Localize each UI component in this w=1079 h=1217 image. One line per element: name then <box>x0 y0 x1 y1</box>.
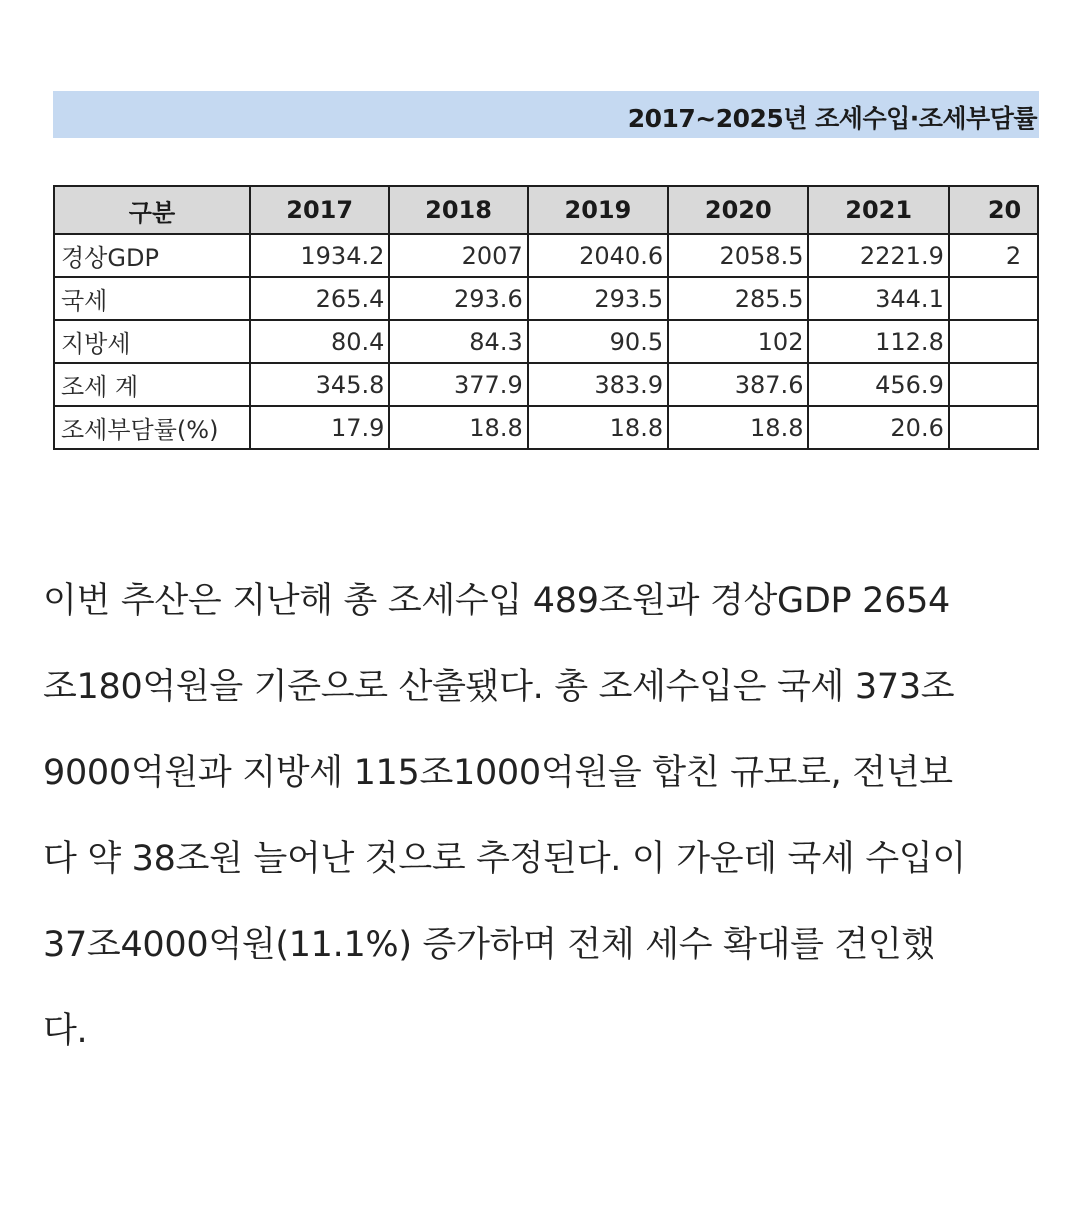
table-cell: 112.8 <box>808 320 948 363</box>
article-line: 이번 추산은 지난해 총 조세수입 489조원과 경상GDP 2654 <box>43 581 951 621</box>
table-cell <box>949 277 1038 320</box>
table-cell: 18.8 <box>389 406 527 449</box>
table-cell: 80.4 <box>250 320 389 363</box>
article-line: 37조4000억원(11.1%) 증가하며 전체 세수 확대를 견인했 <box>43 925 936 965</box>
table-row <box>54 277 1038 320</box>
table-cell: 2007 <box>389 234 527 277</box>
tax-revenue-table <box>53 185 1039 450</box>
table-cell: 344.1 <box>808 277 948 320</box>
table-cell: 383.9 <box>528 363 668 406</box>
table-row <box>54 320 1038 363</box>
table-cell: 20.6 <box>808 406 948 449</box>
row-label: 지방세 <box>54 320 250 363</box>
table-cell: 2040.6 <box>528 234 668 277</box>
table-cell: 265.4 <box>250 277 389 320</box>
header-cell-year: 2019 <box>528 186 668 234</box>
header-cell-year: 2018 <box>389 186 527 234</box>
table-cell <box>949 406 1038 449</box>
table-row <box>54 363 1038 406</box>
row-label: 조세 계 <box>54 363 250 406</box>
table-cell: 84.3 <box>389 320 527 363</box>
table-cell: 2058.5 <box>668 234 808 277</box>
table-header-row <box>54 186 1038 234</box>
table-title-bar <box>53 91 1039 138</box>
article-line: 9000억원과 지방세 115조1000억원을 합친 규모로, 전년보 <box>43 753 953 793</box>
row-label: 국세 <box>54 277 250 320</box>
table-cell: 102 <box>668 320 808 363</box>
table-cell <box>949 320 1038 363</box>
header-cell-year: 2017 <box>250 186 389 234</box>
table-cell: 1934.2 <box>250 234 389 277</box>
row-label: 조세부담률(%) <box>54 406 250 449</box>
header-cell-year: 2021 <box>808 186 948 234</box>
table-title: 2017~2025년 조세수입·조세부담률 <box>627 104 1037 133</box>
table-row <box>54 234 1038 277</box>
table-cell <box>949 363 1038 406</box>
article-body <box>43 558 1033 1074</box>
table-cell: 345.8 <box>250 363 389 406</box>
header-cell-year: 20 <box>949 186 1038 234</box>
embedded-table-image <box>0 0 1039 480</box>
table-cell: 387.6 <box>668 363 808 406</box>
article-line: 조180억원을 기준으로 산출됐다. 총 조세수입은 국세 373조 <box>43 667 955 707</box>
table-cell: 18.8 <box>528 406 668 449</box>
table-cell: 377.9 <box>389 363 527 406</box>
table-row <box>54 406 1038 449</box>
table-cell: 293.5 <box>528 277 668 320</box>
article-line: 다. <box>43 1011 88 1051</box>
header-cell-year: 2020 <box>668 186 808 234</box>
table-cell: 2 <box>949 234 1038 277</box>
table-cell: 293.6 <box>389 277 527 320</box>
table-cell: 90.5 <box>528 320 668 363</box>
table-cell: 18.8 <box>668 406 808 449</box>
header-cell-category: 구분 <box>54 186 250 234</box>
article-line: 다 약 38조원 늘어난 것으로 추정된다. 이 가운데 국세 수입이 <box>43 839 966 879</box>
table-cell: 456.9 <box>808 363 948 406</box>
row-label: 경상GDP <box>54 234 250 277</box>
table-cell: 2221.9 <box>808 234 948 277</box>
table-cell: 17.9 <box>250 406 389 449</box>
table-cell: 285.5 <box>668 277 808 320</box>
